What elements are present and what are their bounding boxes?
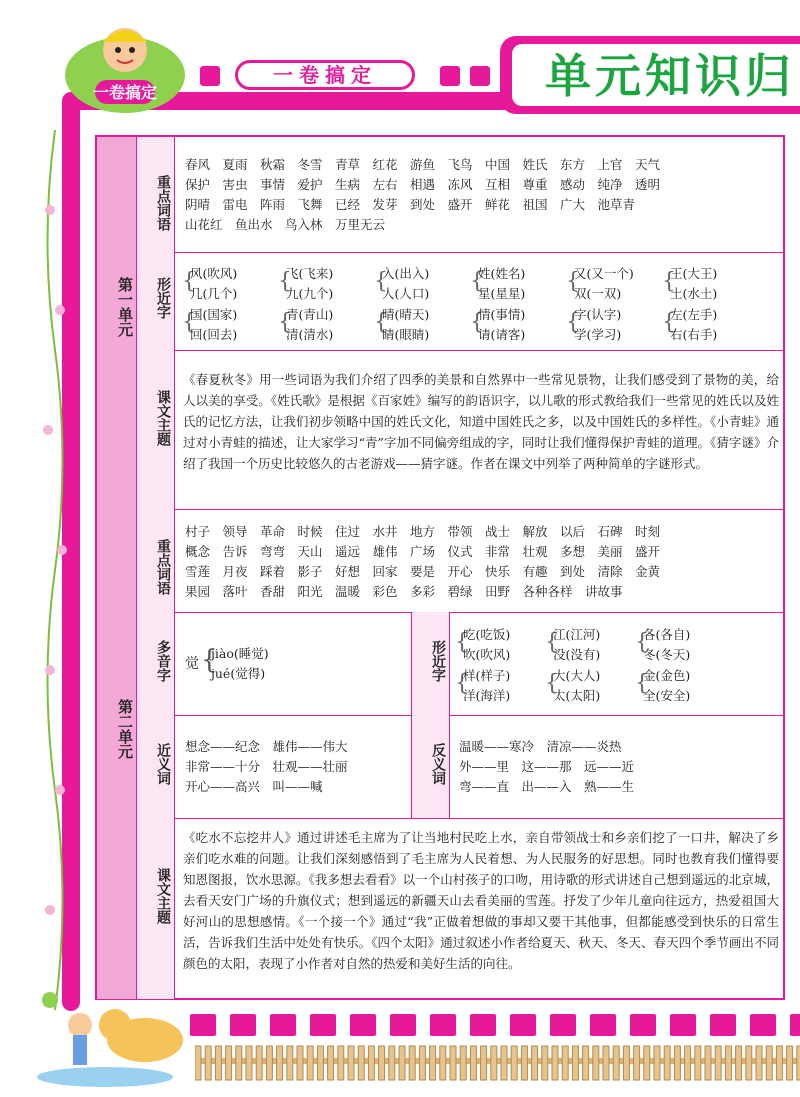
similar-char-item: 情(事情) <box>478 307 526 322</box>
tape-slot <box>230 1014 256 1036</box>
brace: { <box>470 310 484 335</box>
fence-post <box>205 1046 211 1080</box>
similar-char-item: 请(请客) <box>478 326 526 342</box>
fence-post <box>328 1046 334 1080</box>
u2-polyphone-char: 觉 <box>185 656 199 672</box>
fence-post <box>430 1046 436 1080</box>
fence-post <box>654 1046 660 1080</box>
similar-char-item: 学(学习) <box>574 326 622 342</box>
similar-char-item: 全(安全) <box>643 687 691 703</box>
fence-post <box>236 1046 242 1080</box>
u2-synonyms-label-cell <box>137 715 175 818</box>
similar-char-item: 姓(姓名) <box>478 266 526 281</box>
fence-post <box>226 1046 232 1080</box>
fence-post <box>246 1046 252 1080</box>
similar-char-item: 冬(冬天) <box>643 646 691 662</box>
fence-post <box>674 1046 680 1080</box>
fence-post <box>399 1046 405 1080</box>
u1-similar-label: 形近字 <box>155 277 171 319</box>
u1-theme-label-cell <box>137 350 175 509</box>
u1-keywords-line: 阴晴 雷电 阵雨 飞舞 已经 发芽 到处 盛开 鲜花 祖国 广大 池草青 <box>185 197 636 212</box>
tape-slot <box>790 1014 800 1036</box>
fence-post <box>277 1046 283 1080</box>
similar-char-item: 人(人口) <box>382 285 430 301</box>
brace: { <box>374 269 388 294</box>
u2-antonym-line: 温暖——寒冷 清凉——炎热 <box>459 739 622 754</box>
badge-text: 一卷搞定 <box>92 83 158 102</box>
brace: { <box>182 269 196 294</box>
brace: { <box>662 269 676 294</box>
u1-theme-text: 《春夏秋冬》用一些词语为我们介绍了四季的美景和自然界中一些常见景物，让我们感受到了景物的美，给人以美的享受。《姓氏歌》是根据《百家姓》编写的韵语识字，以儿歌的形式教给我们一些常见的姓氏以及姓氏的记忆方法，让我们初步领略中国的姓氏文化，知道中国姓氏之多，以及中国姓氏的多样性。《小青蛙》通过对小青蛙的描述，让大家学习“青”字加不同偏旁组成的字，同时让我们懂得保护青蛙的道理。《猜字谜》介绍了我国一个历史比较悠久的古老游戏——猜字谜。作者在课文中列举了两种简单的字谜形式。 <box>183 372 779 471</box>
fence-post <box>583 1046 589 1080</box>
u1-keywords-label: 重点词语 <box>155 175 171 231</box>
similar-char-item: 风(吹风) <box>190 266 238 281</box>
brace: { <box>566 310 580 335</box>
u1-keywords-label-cell <box>137 137 175 252</box>
similar-char-item: 星(星星) <box>478 285 526 301</box>
fence-post <box>695 1046 701 1080</box>
u1-theme-label: 课文主题 <box>155 390 171 446</box>
tape-slot <box>750 1014 776 1036</box>
u1-keywords-line: 保护 害虫 事情 爱护 生病 左右 相遇 冻风 互相 尊重 感动 纯净 透明 <box>185 177 661 192</box>
brace: { <box>455 630 469 655</box>
fence-post <box>562 1046 568 1080</box>
fence-post <box>521 1046 527 1080</box>
unit2-label: 第二单元 <box>116 699 134 759</box>
page-title: 单元知识归 <box>545 49 795 103</box>
similar-char-item: 洋(海洋) <box>463 687 511 703</box>
u1-similar-label-cell <box>137 252 175 350</box>
fence-post <box>756 1046 762 1080</box>
tape-slot <box>670 1014 696 1036</box>
similar-char-item: 双(一双) <box>574 285 622 301</box>
u2-keywords-label-cell <box>137 509 175 612</box>
brace: { <box>662 310 676 335</box>
u2-antonyms-label-cell <box>412 715 450 818</box>
similar-char-item: 王(大王) <box>670 266 718 281</box>
fence-post <box>623 1046 629 1080</box>
brace: { <box>278 269 292 294</box>
brace: { <box>182 310 196 335</box>
similar-char-item: 各(各自) <box>643 627 691 642</box>
brace: { <box>635 671 649 696</box>
vine-decoration <box>40 130 70 1010</box>
u2-synonyms-label: 近义词 <box>155 743 171 785</box>
fence-post <box>501 1046 507 1080</box>
similar-char-item: 回(回去) <box>190 326 238 342</box>
u2-keywords-label: 重点词语 <box>155 539 171 595</box>
similar-char-item: 金(金色) <box>643 668 691 683</box>
unit1-column <box>97 137 137 509</box>
fence-post <box>542 1046 548 1080</box>
u2-keywords-line: 概念 告诉 弯弯 天山 遥远 雄伟 广场 仪式 非常 壮观 多想 美丽 盛开 <box>185 544 661 559</box>
brace: { <box>545 671 559 696</box>
brace: { <box>635 630 649 655</box>
fence-post <box>634 1046 640 1080</box>
fence-post <box>317 1046 323 1080</box>
similar-char-item: 太(太阳) <box>553 687 601 703</box>
fence-post <box>358 1046 364 1080</box>
tape-slot <box>350 1014 376 1036</box>
brace: { <box>455 671 469 696</box>
fence-post <box>725 1046 731 1080</box>
fence-post <box>736 1046 742 1080</box>
similar-char-item: 青(青山) <box>286 307 334 322</box>
u2-theme-label-cell <box>137 818 175 999</box>
u2-similar-label-cell <box>412 612 450 715</box>
similar-char-item: 吹(吹风) <box>463 646 511 662</box>
fence-post <box>644 1046 650 1080</box>
similar-char-item: 左(左手) <box>670 307 718 322</box>
brace: { <box>545 630 559 655</box>
similar-char-item: 字(认字) <box>574 307 622 322</box>
u2-theme-text: 《吃水不忘挖井人》通过讲述毛主席为了让当地村民吃上水，亲自带领战士和乡亲们挖了一口井，解决了乡亲们吃水难的问题。让我们深刻感悟到了毛主席为人民着想、为人民服务的好思想。同时也教育我们懂得要知恩图报，饮水思源。《我多想去看看》以一个山村孩子的口吻，用诗歌的形式讲述自己想到遥远的北京城，去看天安门广场的升旗仪式；想到遥远的新疆天山去看美丽的雪莲。抒发了少年儿童向往远方，热爱祖国大好河山的思想感情。《一个接一个》通过“我”正做着想做的事却又要干其他事，但都能感受到快乐的日常生活，告诉我们生活中处处有快乐。《四个太阳》通过叙述小作者给夏天、秋天、冬天、春天四个季节画出不同颜色的太阳，表现了小作者对自然的热爱和美好生活的向往。 <box>183 830 779 971</box>
tape-slot <box>310 1014 336 1036</box>
u2-keywords-line: 村子 领导 革命 时候 住过 水井 地方 带领 战士 解放 以后 石碑 时刻 <box>185 524 661 539</box>
tape-slot <box>390 1014 416 1036</box>
similar-char-item: 又(又一个) <box>574 266 634 281</box>
similar-char-item: 清(清水) <box>286 326 334 342</box>
similar-char-item: 几(几个) <box>190 285 238 301</box>
fence-post <box>460 1046 466 1080</box>
tape-slot <box>510 1014 536 1036</box>
brace: { <box>374 310 388 335</box>
fence-post <box>685 1046 691 1080</box>
fence-decoration <box>195 1042 800 1082</box>
similar-char-item: 国(国家) <box>190 307 238 322</box>
similar-char-item: 土(水土) <box>670 285 718 301</box>
similar-char-item: 九(九个) <box>286 285 334 301</box>
fence-post <box>195 1046 201 1080</box>
fence-post <box>338 1046 344 1080</box>
header-label: 一卷搞定 <box>235 60 415 90</box>
u2-similar-grid <box>455 625 775 705</box>
fence-post <box>787 1046 793 1080</box>
fence-post <box>664 1046 670 1080</box>
u2-keywords-line: 雪莲 月夜 踩着 影子 好想 回家 要是 开心 快乐 有趣 到处 清除 金黄 <box>185 564 661 579</box>
fence-post <box>287 1046 293 1080</box>
bottom-tape <box>190 1012 800 1038</box>
fence-post <box>409 1046 415 1080</box>
fence-post <box>776 1046 782 1080</box>
u2-polyphone-label-cell <box>137 612 175 715</box>
fence-post <box>389 1046 395 1080</box>
u1-similar-grid <box>182 264 782 344</box>
u2-polyphone-reading: jiào(睡觉) <box>211 646 269 661</box>
u2-polyphone-label: 多音字 <box>155 640 171 682</box>
fence-post <box>603 1046 609 1080</box>
similar-char-item: 江(江河) <box>553 627 601 642</box>
fence-post <box>368 1046 374 1080</box>
similar-char-item: 样(样子) <box>463 668 511 683</box>
brace: { <box>470 269 484 294</box>
similar-char-item: 右(右手) <box>670 326 718 342</box>
tape-slot <box>550 1014 576 1036</box>
brace: { <box>201 645 218 675</box>
unit2-column <box>97 509 137 999</box>
fence-post <box>491 1046 497 1080</box>
u2-synonym-line: 开心——高兴 叫——喊 <box>185 779 323 794</box>
u2-antonym-line: 弯——直 出——入 熟——生 <box>459 779 635 794</box>
fence-post <box>552 1046 558 1080</box>
brace: { <box>566 269 580 294</box>
animal-decoration <box>35 985 195 1090</box>
u1-keywords-line: 春风 夏雨 秋霜 冬雪 青草 红花 游鱼 飞鸟 中国 姓氏 东方 上官 天气 <box>185 157 661 172</box>
fence-post <box>746 1046 752 1080</box>
u2-keywords-line: 果园 落叶 香甜 阳光 温暖 彩色 多彩 碧绿 田野 各种各样 讲故事 <box>185 584 623 599</box>
fence-post <box>481 1046 487 1080</box>
u2-antonyms-label: 反义词 <box>430 743 446 785</box>
fence-post <box>256 1046 262 1080</box>
u2-antonym-line: 外——里 这——那 远——近 <box>459 759 635 774</box>
u1-keywords-line: 山花红 鱼出水 鸟入林 万里无云 <box>185 217 386 232</box>
fence-post <box>450 1046 456 1080</box>
fence-post <box>705 1046 711 1080</box>
similar-char-item: 晴(晴天) <box>382 307 430 322</box>
fence-post <box>215 1046 221 1080</box>
knowledge-table <box>95 135 785 1000</box>
fence-post <box>297 1046 303 1080</box>
unit1-label: 第一单元 <box>116 277 134 337</box>
u2-synonym-line: 非常——十分 壮观——壮丽 <box>185 759 348 774</box>
tape-slot <box>630 1014 656 1036</box>
fence-post <box>511 1046 517 1080</box>
u2-similar-label: 形近字 <box>430 640 446 682</box>
u2-theme-label: 课文主题 <box>155 868 171 924</box>
fence-post <box>613 1046 619 1080</box>
similar-char-item: 入(出入) <box>382 266 430 281</box>
fence-post <box>766 1046 772 1080</box>
fence-post <box>348 1046 354 1080</box>
tape-slot <box>470 1014 496 1036</box>
fence-post <box>593 1046 599 1080</box>
fence-post <box>307 1046 313 1080</box>
fence-post <box>715 1046 721 1080</box>
similar-char-item: 大(大人) <box>553 668 601 683</box>
similar-char-item: 睛(眼睛) <box>382 326 430 342</box>
u2-polyphone-reading: jué(觉得) <box>211 666 266 681</box>
fence-post <box>470 1046 476 1080</box>
similar-char-item: 飞(飞来) <box>286 266 334 281</box>
similar-char-item: 没(没有) <box>553 646 601 662</box>
mascot-badge <box>60 20 190 120</box>
fence-post <box>419 1046 425 1080</box>
fence-post <box>572 1046 578 1080</box>
tape-slot <box>710 1014 736 1036</box>
fence-post <box>379 1046 385 1080</box>
brace: { <box>278 310 292 335</box>
fence-post <box>532 1046 538 1080</box>
tape-slot <box>590 1014 616 1036</box>
tape-slot <box>270 1014 296 1036</box>
fence-post <box>266 1046 272 1080</box>
similar-char-item: 吃(吃饭) <box>463 627 511 642</box>
fence-post <box>440 1046 446 1080</box>
tape-slot <box>430 1014 456 1036</box>
u2-synonym-line: 想念——纪念 雄伟——伟大 <box>185 739 348 754</box>
